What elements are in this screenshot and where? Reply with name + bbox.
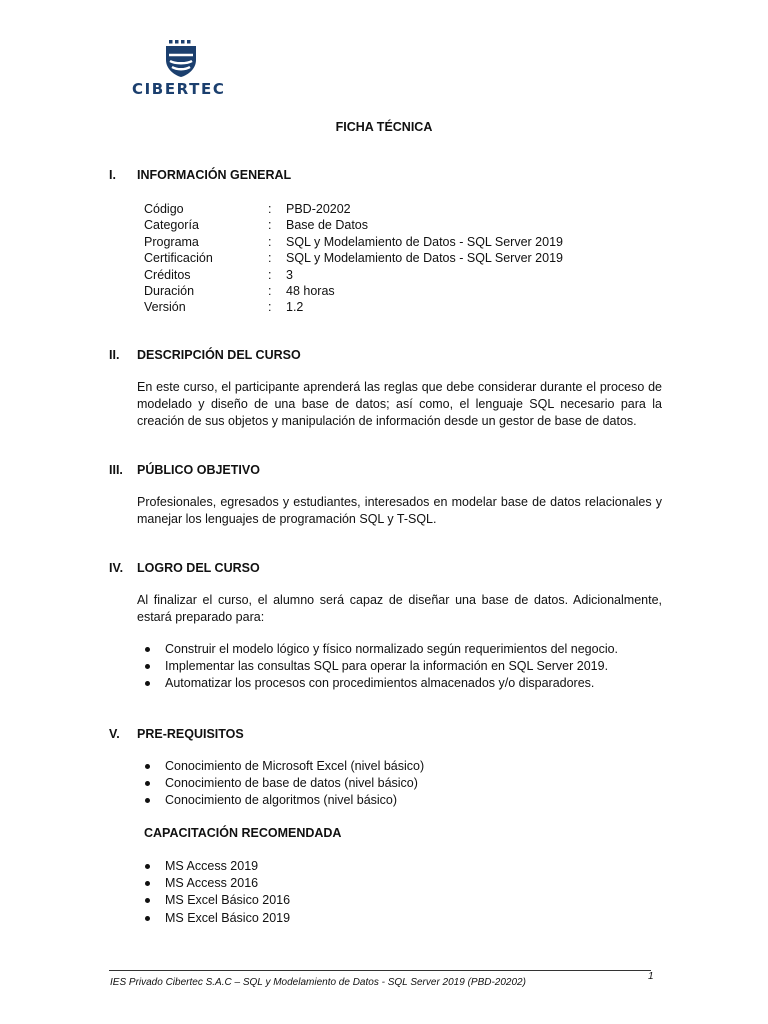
info-label: Versión <box>144 300 186 315</box>
info-label: Créditos <box>144 267 191 282</box>
info-row-creditos <box>144 267 563 283</box>
logro-list <box>137 641 618 693</box>
list-item: Conocimiento de base de datos (nivel básico) <box>137 775 424 792</box>
section-heading-descripcion <box>109 348 301 362</box>
info-colon: : <box>268 251 272 266</box>
section-number: I. <box>109 168 116 182</box>
list-item: MS Access 2019 <box>137 858 290 875</box>
list-item: MS Access 2016 <box>137 875 290 892</box>
info-row-programa <box>144 234 563 250</box>
info-value: Base de Datos <box>286 218 368 233</box>
info-colon: : <box>268 300 272 315</box>
publico-paragraph: Profesionales, egresados y estudiantes, interesados en modelar base de datos relacionales y manejar los lenguajes de programación SQL y T-SQL. <box>137 495 662 526</box>
footer-text: IES Privado Cibertec S.A.C – SQL y Modelamiento de Datos - SQL Server 2019 (PBD-20202) <box>110 977 526 988</box>
info-table <box>144 201 563 316</box>
prerequisitos-list <box>137 758 424 810</box>
info-row-categoria <box>144 217 563 233</box>
info-value: 48 horas <box>286 283 335 298</box>
section-number: IV. <box>109 561 124 575</box>
page-number: 1 <box>648 971 654 982</box>
footer-divider <box>109 970 651 971</box>
list-item: MS Excel Básico 2019 <box>137 910 290 927</box>
section-title: PRE-REQUISITOS <box>137 727 244 741</box>
list-item: Conocimiento de Microsoft Excel (nivel básico) <box>137 758 424 775</box>
section-title: DESCRIPCIÓN DEL CURSO <box>137 348 301 362</box>
section-title: INFORMACIÓN GENERAL <box>137 168 292 182</box>
cibertec-logo <box>132 40 232 100</box>
section-heading-logro <box>109 561 260 575</box>
list-item: Automatizar los procesos con procedimientos almacenados y/o disparadores. <box>137 675 618 692</box>
info-value: SQL y Modelamiento de Datos - SQL Server 2019 <box>286 234 563 249</box>
info-value: SQL y Modelamiento de Datos - SQL Server 2019 <box>286 251 563 266</box>
info-colon: : <box>268 218 272 233</box>
info-value: 1.2 <box>286 300 304 315</box>
info-label: Duración <box>144 283 195 298</box>
capacitacion-list <box>137 858 290 927</box>
info-row-certificacion <box>144 250 563 266</box>
info-row-duracion <box>144 283 563 299</box>
capacitacion-heading: CAPACITACIÓN RECOMENDADA <box>144 826 342 840</box>
section-heading-informacion-general <box>109 168 291 182</box>
info-label: Categoría <box>144 218 199 233</box>
info-label: Certificación <box>144 251 213 266</box>
section-number: V. <box>109 727 120 741</box>
info-colon: : <box>268 267 272 282</box>
shield-crest-icon <box>163 40 199 78</box>
info-label: Código <box>144 202 184 216</box>
logro-intro-paragraph: Al finalizar el curso, el alumno será capaz de diseñar una base de datos. Adicionalmente, estará preparado para: <box>137 593 662 624</box>
info-label: Programa <box>144 234 199 249</box>
descripcion-paragraph: En este curso, el participante aprenderá las reglas que debe considerar durante el proceso de modelado y diseño de una base de datos; así como, el lenguaje SQL necesario para la creación de sus objetos y manipulación de información desde un gestor de base de datos. <box>137 380 662 428</box>
info-colon: : <box>268 202 272 216</box>
section-heading-publico-objetivo <box>109 463 260 477</box>
list-item: Construir el modelo lógico y físico normalizado según requerimientos del negocio. <box>137 641 618 658</box>
section-number: II. <box>109 348 120 362</box>
list-item: Implementar las consultas SQL para operar la información en SQL Server 2019. <box>137 658 618 675</box>
section-number: III. <box>109 463 123 477</box>
list-item: Conocimiento de algoritmos (nivel básico) <box>137 792 424 809</box>
info-row-version <box>144 299 563 315</box>
info-colon: : <box>268 234 272 249</box>
info-colon: : <box>268 283 272 298</box>
document-title: FICHA TÉCNICA <box>335 120 433 134</box>
brand-name: CIBERTEC <box>132 80 226 98</box>
section-heading-prerequisitos <box>109 727 244 741</box>
list-item: MS Excel Básico 2016 <box>137 892 290 909</box>
info-value: PBD-20202 <box>286 202 351 216</box>
section-title: LOGRO DEL CURSO <box>137 561 260 575</box>
info-row-codigo <box>144 201 563 217</box>
section-title: PÚBLICO OBJETIVO <box>137 463 260 477</box>
info-value: 3 <box>286 267 293 282</box>
